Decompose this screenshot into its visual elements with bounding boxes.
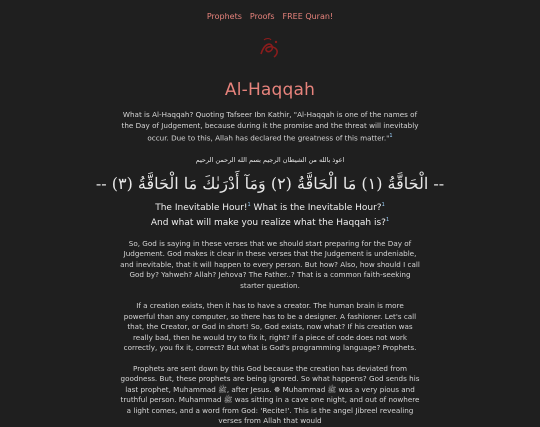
translation-ref-1[interactable]: 1 bbox=[247, 201, 251, 208]
translation-part-3: And what will make you realize what the Haqqah is? bbox=[150, 217, 386, 228]
intro-text: What is Al-Haqqah? Quoting Tafseer Ibn Kathir, "Al-Haqqah is one of the names of the Day of Judgement, because during it the promise and the threat will inevitably occur. Due to this, Allah has declared the greatness of this matter." bbox=[121, 110, 419, 143]
basmala-text: اعوذ بالله من الشيطان الرجيم بسم الله الرحمن الرحيم bbox=[195, 155, 345, 164]
nav-link-proofs[interactable]: Proofs bbox=[249, 11, 275, 21]
nav-link-prophets[interactable]: Prophets bbox=[206, 11, 242, 21]
top-navigation bbox=[0, 0, 540, 30]
arabic-verse: -- الْحَاقَّةُ (١) مَا الْحَاقَّةُ (٢) وَمَآ أَدْرَىٰكَ مَا الْحَاقَّةُ (٣) -- bbox=[95, 173, 445, 193]
translation-line-2 bbox=[0, 214, 540, 229]
translation-block bbox=[0, 199, 540, 229]
intro-footnote-ref[interactable]: 1 bbox=[389, 133, 393, 139]
paragraph-1: So, God is saying in these verses that we should start preparing for the Day of Judgement. God makes it clear in these verses that the Judgement is undeniable, and inevitable, that it will happen to every person. But how? Also, how should I call God by? Yahweh? Allah? Jehova? The Father..? That is a common faith-seeking starter question. bbox=[120, 238, 420, 290]
translation-ref-2[interactable]: 1 bbox=[381, 201, 385, 208]
muhammad-calligraphy-icon bbox=[258, 36, 282, 62]
page-title: Al-Haqqah bbox=[224, 80, 316, 100]
intro-paragraph bbox=[120, 110, 420, 144]
calligraphy-logo bbox=[0, 36, 540, 64]
translation-part-1: The Inevitable Hour! bbox=[155, 202, 248, 213]
paragraph-2: If a creation exists, then it has to have a creator. The human brain is more powerful than any computer, so there has to be a designer. A fashioner. Let's call that, the Creator, or God in short! So, God exists, now what? If his creation was really bad, then he would try to fix it, right? If a piece of code does not work correctly, you fix it, correct? But what is God's programming language? Prophets. bbox=[123, 301, 417, 353]
translation-line-1 bbox=[0, 199, 540, 214]
nav-link-free-quran[interactable]: FREE Quran! bbox=[282, 11, 334, 21]
translation-part-2: What is the Inevitable Hour? bbox=[250, 202, 382, 213]
translation-ref-3[interactable]: 1 bbox=[385, 216, 390, 223]
paragraph-3: Prophets are sent down by this God because the creation has deviated from goodness. But, these prophets are being ignored. So what happens? God sends his last prophet, Muhammad ﷺ, after Jesus. ☸ Muhammad ﷺ was a very pious and truthful person. Muhammad ﷺ was sitting in a cave one night, and out of nowhere a light comes, and a word from God: 'Recite!'. This is the angel Jibreel revealing verses from Allah that would bbox=[120, 363, 420, 426]
